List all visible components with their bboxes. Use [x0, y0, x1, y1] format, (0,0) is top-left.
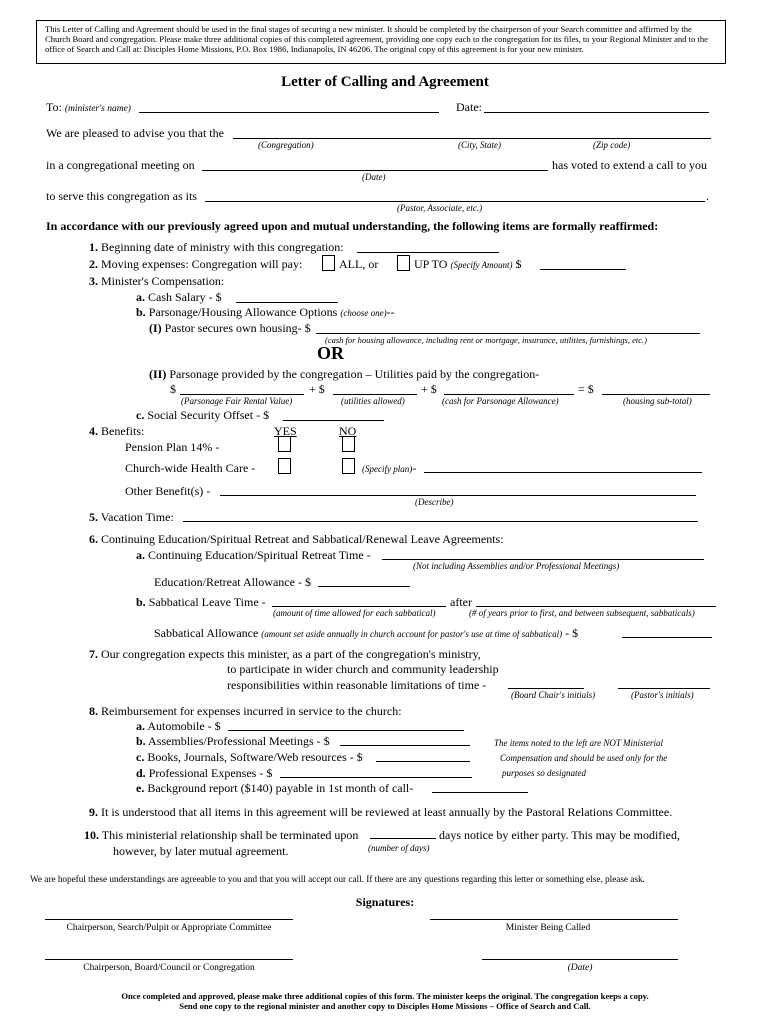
note-line-1: The items noted to the left are NOT Ministerial — [494, 738, 663, 748]
signature-date-caption: (Date) — [567, 963, 593, 973]
item-6-number: 6. — [89, 532, 98, 546]
notice-days-field[interactable] — [370, 838, 436, 839]
item-8a-text: Automobile - $ — [147, 719, 221, 733]
fair-rental-caption: (Parsonage Fair Rental Value) — [181, 396, 293, 406]
item-2-number: 2. — [89, 257, 98, 271]
retreat-allowance-label: Education/Retreat Allowance - $ — [154, 575, 311, 589]
footer-line-1: Once completed and approved, please make three additional copies of this form. The minister keeps the original. The congregation keeps a copy. — [121, 991, 649, 1001]
sabbatical-allowance-label — [154, 626, 578, 641]
parsonage-cash-caption: (cash for Parsonage Allowance) — [442, 396, 559, 406]
item-5 — [89, 510, 174, 525]
sabbatical-allowance-dollar: - $ — [565, 626, 579, 640]
minister-name-field[interactable] — [139, 112, 439, 113]
upto-dollar: $ — [515, 257, 522, 271]
sabbatical-allowance-text: Sabbatical Allowance — [154, 626, 259, 640]
item-9-number: 9. — [89, 805, 98, 819]
item-3b-letter: b. — [136, 305, 146, 319]
to-label — [46, 100, 131, 115]
retreat-allowance-field[interactable] — [318, 586, 410, 587]
item-5-number: 5. — [89, 510, 98, 524]
option-2-text: Parsonage provided by the congregation – Utilities paid by the congregation- — [169, 367, 540, 381]
position-field[interactable] — [205, 201, 705, 202]
item-8c-letter: c. — [136, 750, 145, 764]
item-4-number: 4. — [89, 424, 98, 438]
choose-one-caption: (choose one) — [340, 308, 387, 318]
signature-date-line[interactable] — [482, 959, 678, 960]
books-field[interactable] — [376, 761, 470, 762]
item-3b — [136, 305, 395, 320]
item-3c-text: Social Security Offset - $ — [147, 408, 270, 422]
parsonage-cash-field[interactable] — [444, 394, 574, 395]
item-1 — [89, 240, 344, 255]
item-1-number: 1. — [89, 240, 98, 254]
item-2 — [89, 257, 302, 272]
item-3a-letter: a. — [136, 290, 145, 304]
health-label: Church-wide Health Care - — [125, 461, 256, 475]
assemblies-field[interactable] — [340, 745, 470, 746]
housing-allowance-caption: (cash for housing allowance, including rent or mortgage, insurance, utilities, furnishings, etc.) — [325, 335, 647, 345]
note-line-2: Compensation and should be used only for the — [500, 753, 668, 763]
note-line-3: purposes so designated — [502, 768, 586, 778]
other-benefits-field[interactable] — [220, 495, 696, 496]
date-label: Date: — [456, 100, 482, 114]
item-8c — [136, 750, 363, 765]
specify-amount-caption: (Specify Amount) — [450, 260, 513, 270]
pastor-initials-caption: (Pastor's initials) — [631, 690, 694, 700]
pension-yes-checkbox[interactable] — [278, 436, 291, 452]
meeting-text: in a congregational meeting on — [46, 158, 195, 172]
describe-caption: (Describe) — [415, 497, 454, 507]
plus-dollar-1: + $ — [309, 382, 325, 396]
item-7-text: Our congregation expects this minister, as a part of the congregation's ministry, — [101, 647, 481, 661]
retreat-time-field[interactable] — [382, 559, 704, 560]
item-3b-text: Parsonage/Housing Allowance Options — [148, 305, 338, 319]
item-10-line-2: however, by later mutual agreement. — [113, 844, 289, 858]
item-3b-option-2 — [149, 367, 539, 382]
sabbatical-time-caption: (amount of time allowed for each sabbatical) — [273, 608, 436, 618]
choose-dash: -- — [386, 305, 395, 319]
item-6b-text: Sabbatical Leave Time - — [148, 595, 266, 609]
yes-header: YES — [274, 424, 297, 438]
document-title: Letter of Calling and Agreement — [281, 74, 489, 90]
health-yes-checkbox[interactable] — [278, 458, 291, 474]
health-plan-field[interactable] — [424, 472, 702, 473]
cash-salary-field[interactable] — [236, 302, 338, 303]
item-8e — [136, 781, 413, 796]
pastor-caption: (Pastor, Associate, etc.) — [397, 203, 483, 213]
item-8d-letter: d. — [136, 766, 146, 780]
housing-allowance-field[interactable] — [316, 333, 700, 334]
pension-no-checkbox[interactable] — [342, 436, 355, 452]
item-3 — [89, 274, 224, 289]
item-6-text: Continuing Education/Spiritual Retreat and Sabbatical/Renewal Leave Agreements: — [101, 532, 504, 546]
minister-caption: Minister Being Called — [505, 923, 591, 933]
item-8a-letter: a. — [136, 719, 145, 733]
item-9 — [89, 805, 672, 820]
date-field[interactable] — [484, 112, 709, 113]
pension-label: Pension Plan 14% - — [125, 440, 220, 454]
moving-amount-field[interactable] — [540, 269, 626, 270]
item-3a — [136, 290, 222, 305]
item-8e-letter: e. — [136, 781, 145, 795]
utilities-field[interactable] — [333, 394, 417, 395]
vacation-field[interactable] — [183, 521, 698, 522]
specify-plan-caption: (Specify plan) — [362, 464, 413, 474]
item-6a-text: Continuing Education/Spiritual Retreat Time - — [148, 548, 371, 562]
item-1-text: Beginning date of ministry with this congregation: — [101, 240, 344, 254]
footer-line-2: Send one copy to the regional minister and another copy to Disciples Home Missions – Office of Search and Call. — [179, 1001, 591, 1011]
subtotal-caption: (housing sub-total) — [623, 396, 692, 406]
no-header: NO — [339, 424, 357, 438]
item-8a — [136, 719, 221, 734]
chair-search-signature-line[interactable] — [45, 919, 293, 920]
moving-all-checkbox[interactable] — [322, 255, 335, 271]
item-3-number: 3. — [89, 274, 98, 288]
moving-upto-label — [414, 257, 522, 272]
other-benefits-label: Other Benefit(s) - — [125, 484, 211, 498]
item-8e-text: Background report ($140) payable in 1st month of call- — [147, 781, 414, 795]
item-6a-letter: a. — [136, 548, 145, 562]
health-no-checkbox[interactable] — [342, 458, 355, 474]
serve-text: to serve this congregation as its — [46, 189, 197, 203]
item-8b — [136, 734, 330, 749]
after-text: after — [450, 595, 472, 609]
instructions-notice: This Letter of Calling and Agreement should be used in the final stages of securing a new minister. It should be completed by the chairperson of your Search committee and affirmed by the Church Board and congregation. Please make three additional copies of this completed agreement, providing one copy each to the congregation for its files, to your Regional Minister and to the office of Search and Call at: Disciples Home Missions, P.O. Box 1986, Indianapolis, IN 46206. The original copy of this agreement is for your new minister. — [36, 20, 726, 64]
item-8 — [89, 704, 402, 719]
minister-signature-line[interactable] — [430, 919, 678, 920]
retreat-time-caption: (Not including Assemblies and/or Professional Meetings) — [413, 561, 620, 571]
fair-rental-field[interactable] — [180, 394, 304, 395]
item-8d-text: Professional Expenses - $ — [148, 766, 273, 780]
item-4-text: Benefits: — [101, 424, 145, 438]
item-3a-text: Cash Salary - $ — [148, 290, 222, 304]
to-hint: (minister's name) — [64, 104, 131, 114]
item-6b — [136, 595, 266, 610]
chair-search-caption: Chairperson, Search/Pulpit or Appropriate Committee — [66, 923, 272, 933]
social-security-field[interactable] — [283, 420, 384, 421]
item-4 — [89, 424, 144, 439]
background-report-field[interactable] — [432, 792, 528, 793]
congregation-caption: (Congregation) — [258, 140, 314, 150]
item-7 — [89, 647, 481, 662]
item-6b-letter: b. — [136, 595, 146, 609]
item-6 — [89, 532, 504, 547]
advise-text: We are pleased to advise you that the — [46, 126, 224, 140]
item-10-continued: days notice by either party. This may be modified, — [439, 828, 680, 842]
dollar-1: $ — [170, 382, 176, 396]
item-6a — [136, 548, 371, 563]
item-10-number: 10. — [84, 828, 99, 842]
date-caption: (Date) — [362, 172, 386, 182]
pastor-initials-field[interactable] — [618, 688, 710, 689]
item-8b-text: Assemblies/Professional Meetings - $ — [148, 734, 330, 748]
intro-statement: In accordance with our previously agreed upon and mutual understanding, the following items are formally reaffirmed: — [46, 219, 659, 233]
equals-dollar: = $ — [578, 382, 594, 396]
item-8c-text: Books, Journals, Software/Web resources - $ — [147, 750, 363, 764]
upto-text: UP TO — [414, 257, 448, 271]
zip-caption: (Zip code) — [593, 140, 631, 150]
closing-statement: We are hopeful these understandings are agreeable to you and that you will accept our call. If there are any questions regarding this letter or something else, please ask. — [30, 874, 645, 884]
or-separator: OR — [317, 343, 344, 363]
days-caption: (number of days) — [368, 843, 430, 853]
sabbatical-years-caption: (# of years prior to first, and between subsequent, sabbaticals) — [469, 608, 695, 618]
item-3-text: Minister's Compensation: — [101, 274, 225, 288]
item-8-text: Reimbursement for expenses incurred in service to the church: — [101, 704, 402, 718]
voted-text: has voted to extend a call to you — [552, 158, 707, 172]
option-1-text: Pastor secures own housing- $ — [164, 321, 311, 335]
moving-upto-checkbox[interactable] — [397, 255, 410, 271]
professional-expenses-field[interactable] — [280, 777, 472, 778]
automobile-field[interactable] — [228, 730, 464, 731]
sabbatical-years-field[interactable] — [476, 606, 716, 607]
item-3c — [136, 408, 269, 423]
chair-board-caption: Chairperson, Board/Council or Congregation — [83, 963, 255, 973]
meeting-date-field[interactable] — [202, 170, 548, 171]
utilities-caption: (utilities allowed) — [341, 396, 405, 406]
to-label-text: To: — [46, 100, 62, 114]
option-2-number: (II) — [149, 367, 167, 381]
option-1-number: (I) — [149, 321, 162, 335]
item-7-line-2: to participate in wider church and community leadership — [227, 662, 499, 676]
item-9-text: It is understood that all items in this agreement will be reviewed at least annually by the Pastoral Relations Committee. — [101, 805, 673, 819]
item-10 — [84, 828, 358, 843]
item-5-text: Vacation Time: — [100, 510, 174, 524]
congregation-field[interactable] — [233, 138, 711, 139]
specify-plan-dash: - — [412, 461, 417, 475]
housing-subtotal-field[interactable] — [602, 394, 710, 395]
start-date-field[interactable] — [357, 252, 499, 253]
serve-period: . — [706, 189, 709, 203]
board-chair-initials-field[interactable] — [508, 688, 584, 689]
city-caption: (City, State) — [458, 140, 501, 150]
board-initials-caption: (Board Chair's initials) — [511, 690, 596, 700]
item-8-number: 8. — [89, 704, 98, 718]
specify-plan — [362, 461, 416, 476]
sabbatical-allowance-field[interactable] — [622, 637, 712, 638]
item-3b-option-1 — [149, 321, 311, 336]
chair-board-signature-line[interactable] — [45, 959, 293, 960]
sabbatical-time-field[interactable] — [272, 606, 446, 607]
item-7-number: 7. — [89, 647, 98, 661]
sabbatical-allowance-caption: (amount set aside annually in church account for pastor's use at time of sabbatical) — [261, 629, 563, 639]
item-8b-letter: b. — [136, 734, 146, 748]
item-2-text: Moving expenses: Congregation will pay: — [101, 257, 303, 271]
item-10-text: This ministerial relationship shall be terminated upon — [101, 828, 359, 842]
item-7-line-3: responsibilities within reasonable limitations of time - — [227, 678, 487, 692]
moving-all-label: ALL, or — [339, 257, 379, 271]
signatures-heading: Signatures: — [355, 895, 415, 909]
item-3c-letter: c. — [136, 408, 145, 422]
item-8d — [136, 766, 272, 781]
plus-dollar-2: + $ — [421, 382, 437, 396]
